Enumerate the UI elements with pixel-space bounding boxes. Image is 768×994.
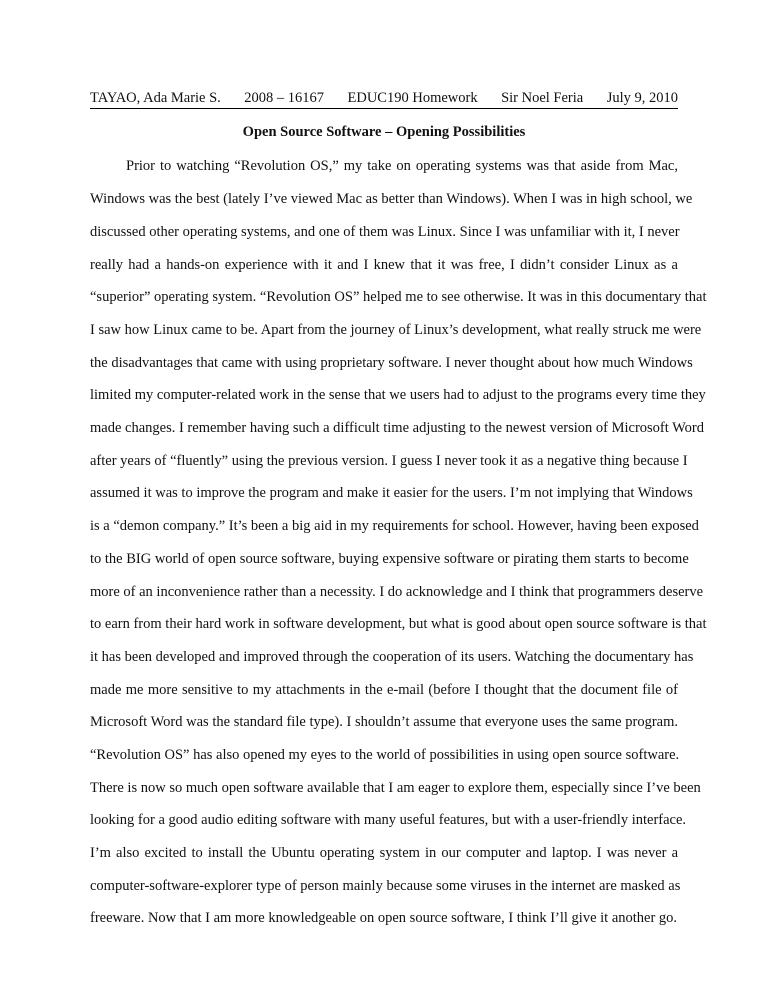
body-line: to the BIG world of open source software, buying expensive software or pirating them starts to become — [90, 551, 689, 567]
body-line: to earn from their hard work in software development, but what is good about open source software is that — [90, 616, 707, 632]
body-line: looking for a good audio editing software with many useful features, but with a user-friendly interface. — [90, 812, 687, 828]
body-line: it has been developed and improved through the cooperation of its users. Watching the documentary has — [90, 649, 694, 665]
body-line: really had a hands-on experience with it and I knew that it was free, I didn’t consider Linux as a — [90, 257, 678, 273]
course-code: EDUC190 Homework — [347, 90, 478, 106]
body-line: I saw how Linux came to be. Apart from the journey of Linux’s development, what really struck me were — [90, 322, 702, 338]
header-divider — [90, 108, 678, 109]
instructor-name: Sir Noel Feria — [501, 90, 584, 106]
student-number: 2008 – 16167 — [244, 90, 325, 106]
body-line: Windows was the best (lately I’ve viewed Mac as better than Windows). When I was in high school, we — [90, 191, 693, 207]
body-line: computer-software-explorer type of person mainly because some viruses in the internet are masked as — [90, 878, 681, 894]
body-line: “Revolution OS” has also opened my eyes to the world of possibilities in using open source software. — [90, 747, 680, 763]
body-line: There is now so much open software available that I am eager to explore them, especially since I’ve been — [90, 780, 701, 796]
body-line: Prior to watching “Revolution OS,” my take on operating systems was that aside from Mac, — [126, 158, 678, 174]
body-line: made me more sensitive to my attachments in the e-mail (before I thought that the document file of — [90, 682, 678, 698]
document-title: Open Source Software – Opening Possibilities — [242, 124, 526, 140]
student-name: TAYAO, Ada Marie S. — [90, 90, 221, 106]
body-line: limited my computer-related work in the sense that we users had to adjust to the programs every time they — [90, 387, 706, 403]
body-line: discussed other operating systems, and one of them was Linux. Since I was unfamiliar with it, I never — [90, 224, 680, 240]
body-line: I’m also excited to install the Ubuntu operating system in our computer and laptop. I was never a — [90, 845, 678, 861]
body-line: made changes. I remember having such a difficult time adjusting to the newest version of Microsoft Word — [90, 420, 704, 436]
body-line-last: freeware. Now that I am more knowledgeable on open source software, I think I’ll give it another go. — [90, 910, 678, 926]
body-line: more of an inconvenience rather than a necessity. I do acknowledge and I think that programmers deserve — [90, 584, 704, 600]
body-line: assumed it was to improve the program and make it easier for the users. I’m not implying that Windows — [90, 485, 693, 501]
body-line: Microsoft Word was the standard file type). I shouldn’t assume that everyone uses the same program. — [90, 714, 678, 730]
document-date: July 9, 2010 — [606, 90, 678, 106]
body-line: “superior” operating system. “Revolution OS” helped me to see otherwise. It was in this documentary that — [90, 289, 707, 305]
body-line: is a “demon company.” It’s been a big aid in my requirements for school. However, having been exposed — [90, 518, 699, 534]
body-line: the disadvantages that came with using proprietary software. I never thought about how much Windows — [90, 355, 693, 371]
body-line: after years of “fluently” using the previous version. I guess I never took it as a negative thing because I — [90, 453, 688, 469]
header-row — [90, 89, 678, 107]
